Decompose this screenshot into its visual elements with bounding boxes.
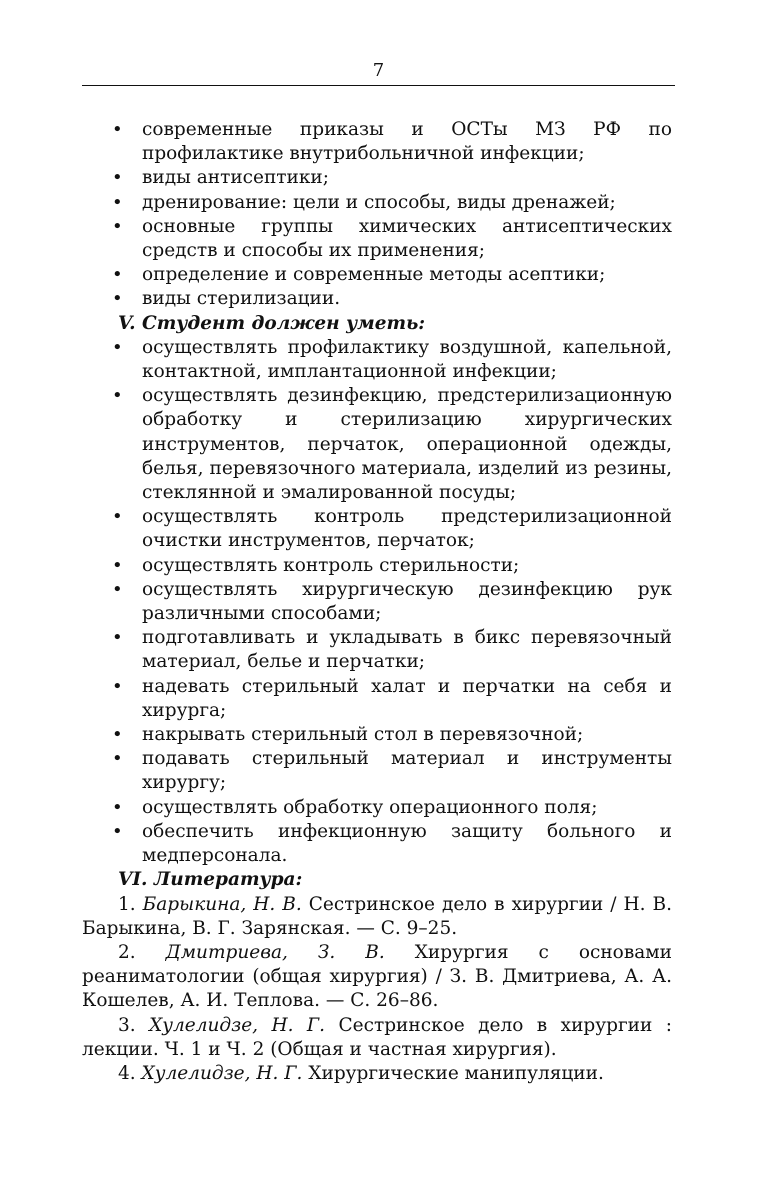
list-section-iv — [82, 118, 672, 312]
list-item: • современные приказы и ОСТы МЗ РФ по профилактике внутрибольничной инфекции; — [112, 119, 672, 165]
reference-item: 1. Барыкина, Н. В. Сестринское дело в хирургии / Н. В. Барыкина, В. Г. Зарянская. — С. 9–25. — [82, 893, 672, 939]
bullet-icon: • — [112, 215, 123, 237]
bullet-icon: • — [112, 796, 123, 818]
bullet-icon: • — [112, 675, 123, 697]
list-section-v — [82, 336, 672, 868]
page-number: 7 — [372, 60, 385, 81]
bullet-icon: • — [112, 506, 123, 528]
bullet-icon: • — [112, 288, 123, 310]
list-item: • осуществлять профилактику воздушной, капельной, контактной, имплантационной инфекции; — [112, 336, 672, 383]
list-item: • осуществлять контроль стерильности; — [82, 554, 672, 578]
header-rule — [82, 85, 675, 86]
section-heading-skills: V. Студент должен уметь: — [118, 312, 426, 334]
list-item: • осуществлять хирургическую дезинфекцию рук различными способами; — [112, 578, 672, 625]
section-heading-literature: VI. Литература: — [118, 869, 303, 891]
list-item: • виды стерилизации. — [82, 287, 672, 311]
list-item: • виды антисептики; — [82, 166, 672, 190]
list-item: • осуществлять дезинфекцию, предстерилизационную обработку и стерилизацию хирургических инструментов, перчаток, операционной одежды, белья, перевязочного материала, изделий из резины, стеклянной и эмалированной посуды; — [112, 385, 672, 504]
bullet-icon: • — [112, 627, 123, 649]
list-item: • надевать стерильный халат и перчатки на себя и хирурга; — [112, 675, 672, 721]
list-item: • основные группы химических антисептических средств и способы их применения; — [112, 215, 672, 262]
page-content — [82, 118, 672, 1086]
list-item: • подавать стерильный материал и инструменты хирургу; — [112, 748, 672, 794]
bullet-icon: • — [112, 748, 123, 770]
reference-item: 4. Хулелидзе, Н. Г. Хирургические манипуляции. — [118, 1062, 604, 1084]
bullet-icon: • — [112, 554, 123, 576]
bullet-icon: • — [112, 336, 123, 358]
bullet-icon: • — [112, 191, 123, 213]
bullet-icon: • — [112, 820, 123, 842]
list-item: • осуществлять контроль предстерилизационной очистки инструментов, перчаток; — [112, 506, 672, 552]
list-item: • дренирование: цели и способы, виды дренажей; — [82, 191, 672, 215]
list-item: • определение и современные методы асептики; — [82, 263, 672, 287]
bullet-icon: • — [112, 167, 123, 189]
bullet-icon: • — [112, 264, 123, 286]
list-item: • обеспечить инфекционную защиту больного и медперсонала. — [112, 820, 672, 867]
bullet-icon: • — [112, 119, 123, 140]
reference-item: 2. Дмитриева, З. В. Хирургия с основами реаниматологии (общая хирургия) / З. В. Дмитриева, А. А. Кошелев, А. И. Теплова. — С. 26–86. — [82, 941, 672, 1012]
list-item: • осуществлять обработку операционного поля; — [82, 796, 672, 820]
bullet-icon: • — [112, 385, 123, 407]
bullet-icon: • — [112, 724, 123, 746]
bullet-icon: • — [112, 578, 123, 600]
reference-item: 3. Хулелидзе, Н. Г. Сестринское дело в хирургии : лекции. Ч. 1 и Ч. 2 (Общая и частная хирургия). — [82, 1014, 672, 1060]
list-item: • подготавливать и укладывать в бикс перевязочный материал, белье и перчатки; — [112, 627, 672, 673]
list-item: • накрывать стерильный стол в перевязочной; — [82, 723, 672, 747]
